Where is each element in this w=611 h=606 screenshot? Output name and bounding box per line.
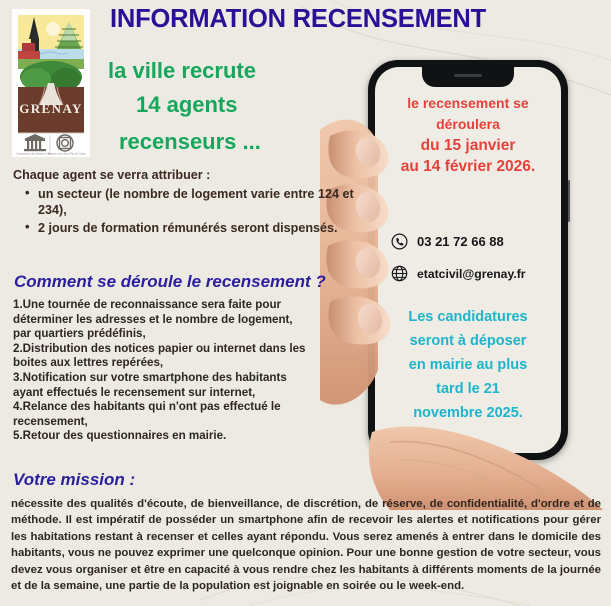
hand-illustration bbox=[320, 40, 611, 510]
list-item: 4.Relance des habitants qui n'ont pas effectué le recensement, bbox=[13, 400, 281, 428]
list-item: 2.Distribution des notices papier ou internet dans les boites aux lettres repérées, bbox=[13, 341, 306, 370]
list-item: • un secteur (le nombre de logement varie entre 124 et 234), bbox=[38, 186, 358, 218]
logo-wordmark: GRENAY bbox=[19, 101, 83, 116]
mission-body-text: nécessite des qualités d'écoute, de bienveillance, de discrétion, de réserve, de confidentialité, d'ordre et de méthode. Il est impératif de posséder un smartphone afin de recevoir les alertes et notifications pour gérer les habitations restant à recenser et celles ayant répondu. Vous serez amenés à entrer dans le domicile des habitants, vous ne pouvez exprimer une quelconque opinion. Pour une bonne gestion de votre secteur, vous devez vous organiser et être en capacité à vous rendre chez les habitants à différents moments de la journée et de la semaine, une partie de la population est joignable en soirée ou le week-end. bbox=[11, 498, 601, 593]
page-title: INFORMATION RECENSEMENT bbox=[110, 5, 487, 33]
list-item: 3.Notification sur votre smartphone des habitants ayant effectués le recensement sur internet, bbox=[13, 370, 287, 399]
candidatures-line-5: novembre 2025. bbox=[413, 405, 523, 421]
process-heading: Comment se déroule le recensement ? bbox=[14, 272, 326, 291]
email-text: etatcivil@grenay.fr bbox=[417, 266, 526, 281]
headline-line-2: 14 agents bbox=[136, 92, 238, 117]
candidatures-line-4: tard le 21 bbox=[436, 381, 500, 397]
list-item: 5.Retour des questionnaires en mairie. bbox=[13, 429, 227, 443]
candidatures-line-1: Les candidatures bbox=[408, 309, 528, 325]
census-dates-line-4: au 14 février 2026. bbox=[400, 158, 536, 175]
agent-bullet-list bbox=[14, 186, 358, 239]
process-steps-list bbox=[13, 298, 313, 444]
list-item: 1.Une tournée de reconnaissance sera faite pour déterminer les adresses et le nombre de logement, par quartiers prédéfinis, bbox=[13, 298, 293, 341]
candidatures-line-2: seront à déposer bbox=[409, 333, 527, 349]
grenay-logo bbox=[12, 9, 90, 157]
unesco-caption-right: Bassin minier Nord-Pas de Calais bbox=[48, 152, 86, 156]
census-dates-line-2: déroulera bbox=[436, 116, 500, 132]
mission-heading: Votre mission : bbox=[13, 470, 136, 489]
census-dates-line-3: du 15 janvier bbox=[420, 137, 516, 154]
headline-line-3: recenseurs ... bbox=[119, 129, 261, 154]
unesco-caption-left: Organisation des Nations Unies bbox=[16, 152, 52, 156]
phone-number-text: 03 21 72 66 88 bbox=[417, 234, 504, 249]
census-dates-line-1: le recensement se bbox=[407, 95, 529, 111]
candidatures-line-3: en mairie au plus bbox=[408, 357, 528, 373]
agent-intro-text: Chaque agent se verra attribuer : bbox=[13, 168, 211, 182]
hand-holding-phone-illustration bbox=[320, 40, 611, 510]
headline-line-1: la ville recrute bbox=[108, 58, 256, 83]
list-item: • 2 jours de formation rémunérés seront dispensés. bbox=[38, 220, 358, 236]
